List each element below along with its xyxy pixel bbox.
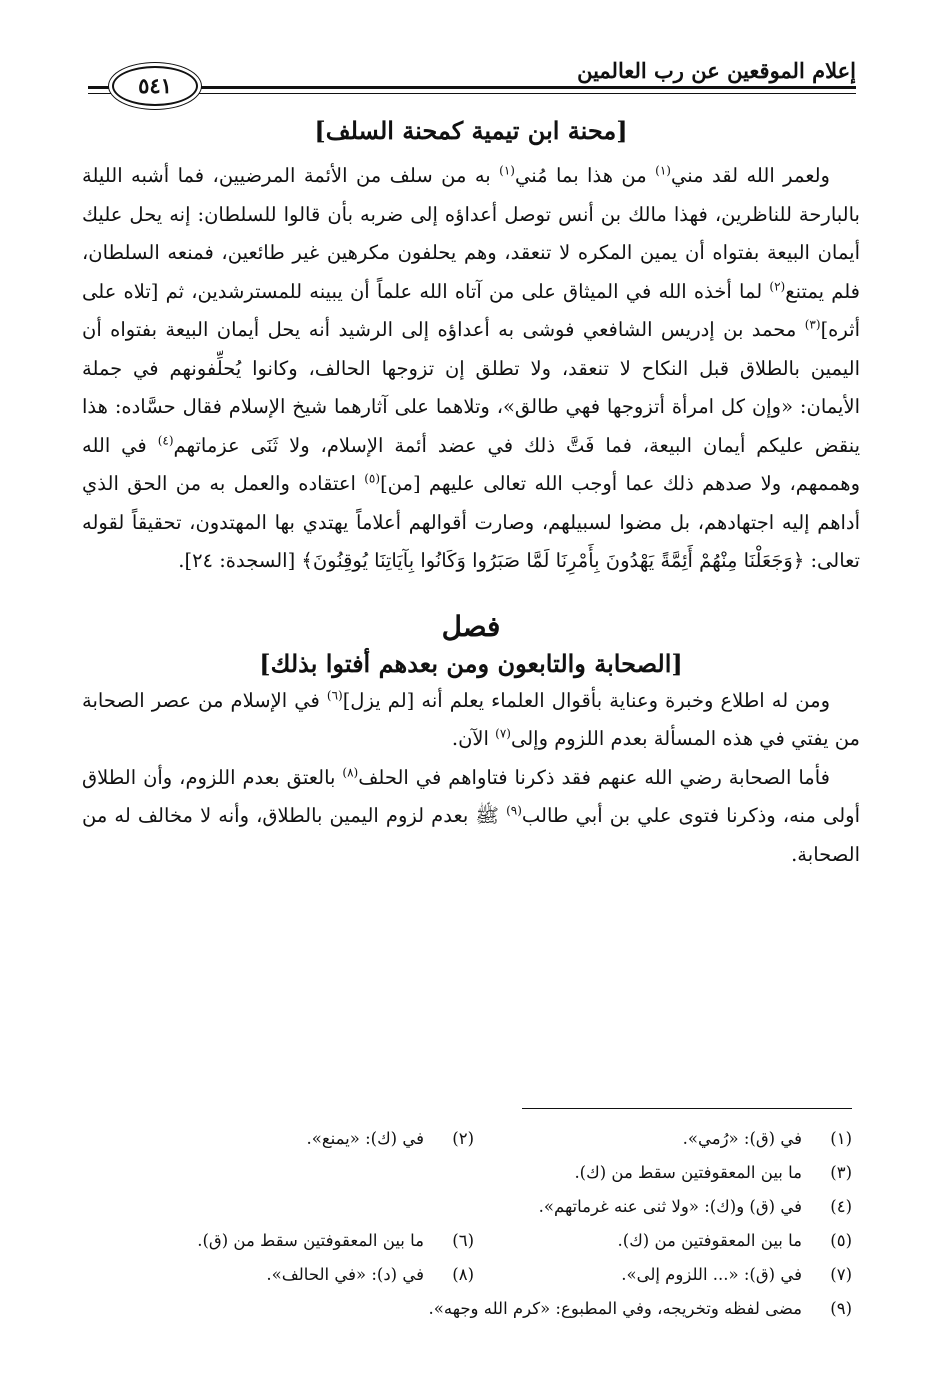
footnote-8: [266, 1258, 474, 1292]
text-run: في الله وهممهم، ولا صدهم ذلك عما أوجب الله تعالى عليهم [من]: [82, 433, 860, 495]
footnote-text: مضى لفظه وتخريجه، وفي المطبوع: «كرم الله وجهه».: [428, 1299, 802, 1318]
footnote-ref[interactable]: (٣): [804, 317, 821, 332]
header-rule-thick: [88, 86, 856, 89]
footnote-2: [307, 1122, 475, 1156]
footnote-5: [474, 1224, 852, 1258]
fasl-heading: فصل: [441, 609, 501, 643]
paragraph-scholars: [82, 682, 860, 759]
footnote-ref[interactable]: (٦): [326, 688, 343, 702]
text-run: اعتقاده والعمل به من الحق الذي أداهم إليه اجتهادهم، بل مضوا لسبيلهم، وصارت أقوالهم أعلاماً يهتدي بها المهتدون، تحقيقاً لقوله تعالى:: [82, 472, 860, 572]
footnote-number: (٢): [452, 1129, 474, 1148]
text-run: بالعتق بعدم اللزوم، وأن الطلاق أولى منه، وذكرنا فتوى علي بن أبي طالب: [82, 765, 860, 827]
footnote-4: [474, 1190, 852, 1224]
footnote-number: (٩): [830, 1299, 852, 1318]
text-run: الآن.: [451, 727, 496, 750]
footnote-ref[interactable]: (١): [499, 163, 515, 178]
footnote-text: ما بين المعقوفتين من (ك).: [617, 1231, 802, 1250]
text-run: ومن له اطلاع وخبرة وعناية بأقوال العلماء يعلم أنه [لم يزل]: [342, 688, 830, 712]
footnote-ref[interactable]: (٧): [495, 726, 511, 741]
footnote-row: [100, 1122, 852, 1156]
footnote-ref[interactable]: (٩): [506, 803, 522, 818]
footnote-number: (٦): [452, 1231, 474, 1250]
footnote-6: [197, 1224, 474, 1258]
footnote-row: [100, 1190, 852, 1224]
footnote-ref[interactable]: (٢): [769, 279, 786, 293]
text-run: ﷺ بعدم لزوم اليمين بالطلاق، وأنه لا مخالف له من الصحابة.: [82, 804, 860, 866]
text-run: فأما الصحابة رضي الله عنهم فقد ذكرنا فتاواهم في الحلف: [358, 765, 830, 789]
text-run: من هذا بما مُني: [514, 164, 656, 187]
footnote-text: في (ق) و(ك): «ولا ثنى عنه غرماتهم».: [538, 1197, 802, 1216]
text-run: في الإسلام من عصر الصحابة من يفتي في هذه المسألة بعدم اللزوم وإلى: [82, 688, 860, 750]
footnote-text: في (ق): «رُمي».: [682, 1129, 802, 1148]
footnote-text: في (ك): «يمنع».: [306, 1129, 424, 1148]
footnote-text: ما بين المعقوفتين سقط من (ق).: [197, 1231, 424, 1250]
text-run: به من سلف من الأئمة المرضيين، فما أشبه الليلة بالبارحة للناظرين، فهذا مالك بن أنس توصل أعداؤه إلى ضربه بأن قالوا للسلطان: إنه يحل عليك أيمان البيعة بفتواه أن يمين المكره لا تنعقد، وهم يحلفون مكرهين غير طائعين، فمنعه السلطان، فلم يمتنع: [82, 164, 860, 303]
footnote-number: (٧): [830, 1265, 852, 1284]
footnotes: [100, 1122, 852, 1326]
footnote-ref[interactable]: (٤): [157, 433, 174, 447]
main-text: [82, 116, 860, 874]
footnote-text: في (ق): «... اللزوم إلى».: [621, 1265, 802, 1284]
footnote-text: ما بين المعقوفتين سقط من (ك).: [574, 1163, 802, 1182]
paragraph-ordeal: [82, 157, 860, 581]
text-run: لما أخذه الله في الميثاق على من آتاه الله علماً أن يبينه للمسترشدين، ثم [تلاه على أثره]: [82, 279, 860, 341]
quran-verse: ﴿وَجَعَلْنَا مِنْهُمْ أَئِمَّةً يَهْدُونَ بِأَمْرِنَا لَمَّا صَبَرُوا وَكَانُوا بِآيَاتِنَا يُوقِنُونَ﴾: [301, 549, 805, 572]
footnote-row: [100, 1292, 852, 1326]
footnote-number: (٣): [830, 1163, 852, 1182]
footnote-1: [474, 1122, 852, 1156]
footnote-number: (٥): [830, 1231, 852, 1250]
footnote-ref[interactable]: (١): [655, 163, 671, 178]
footnote-number: (٤): [830, 1197, 852, 1216]
page-number: ٥٤١: [112, 66, 198, 106]
section-heading-ibn-taymiyya: [محنة ابن تيمية كمحنة السلف]: [314, 116, 628, 145]
verse-citation: [السجدة: ٢٤].: [178, 549, 302, 572]
footnote-3: [474, 1156, 852, 1190]
footnote-number: (٨): [452, 1265, 474, 1284]
footnote-7: [474, 1258, 852, 1292]
footnote-divider: [522, 1108, 852, 1109]
text-run: ولعمر الله لقد مني: [670, 164, 830, 187]
footnote-text: في (د): «في الحالف».: [266, 1265, 424, 1284]
page-header: [88, 52, 856, 102]
header-rule-thin: [88, 93, 856, 94]
paragraph-companions: [82, 759, 860, 875]
footnote-ref[interactable]: (٥): [364, 471, 381, 486]
footnote-9: [428, 1292, 852, 1326]
footnote-row: [100, 1156, 852, 1190]
section-heading-companions: [الصحابة والتابعون ومن بعدهم أفتوا بذلك]: [259, 648, 683, 678]
footnote-ref[interactable]: (٨): [342, 765, 359, 779]
footnote-number: (١): [830, 1129, 852, 1148]
running-title: إعلام الموقعين عن رب العالمين: [577, 58, 856, 83]
footnote-row: [100, 1224, 852, 1258]
text-run: محمد بن إدريس الشافعي فوشى به أعداؤه إلى الرشيد أنه يحل أيمان البيعة بفتواه أن اليمين بالطلاق قبل النكاح لا تنعقد، ولا تطلق إن تزوجها الحالف، وكانوا يُحلِّفونهم في جملة الأيمان: «وإن كل امرأة أتزوجها فهي طالق»، وتلاهما على آثارهما شيخ الإسلام فقال حسَّاده: هذا ينقض عليكم أيمان البيعة، فما فَتَّ ذلك في عضد أئمة الإسلام، ولا ثَنَى عزماتهم: [82, 318, 860, 457]
footnote-row: [100, 1258, 852, 1292]
